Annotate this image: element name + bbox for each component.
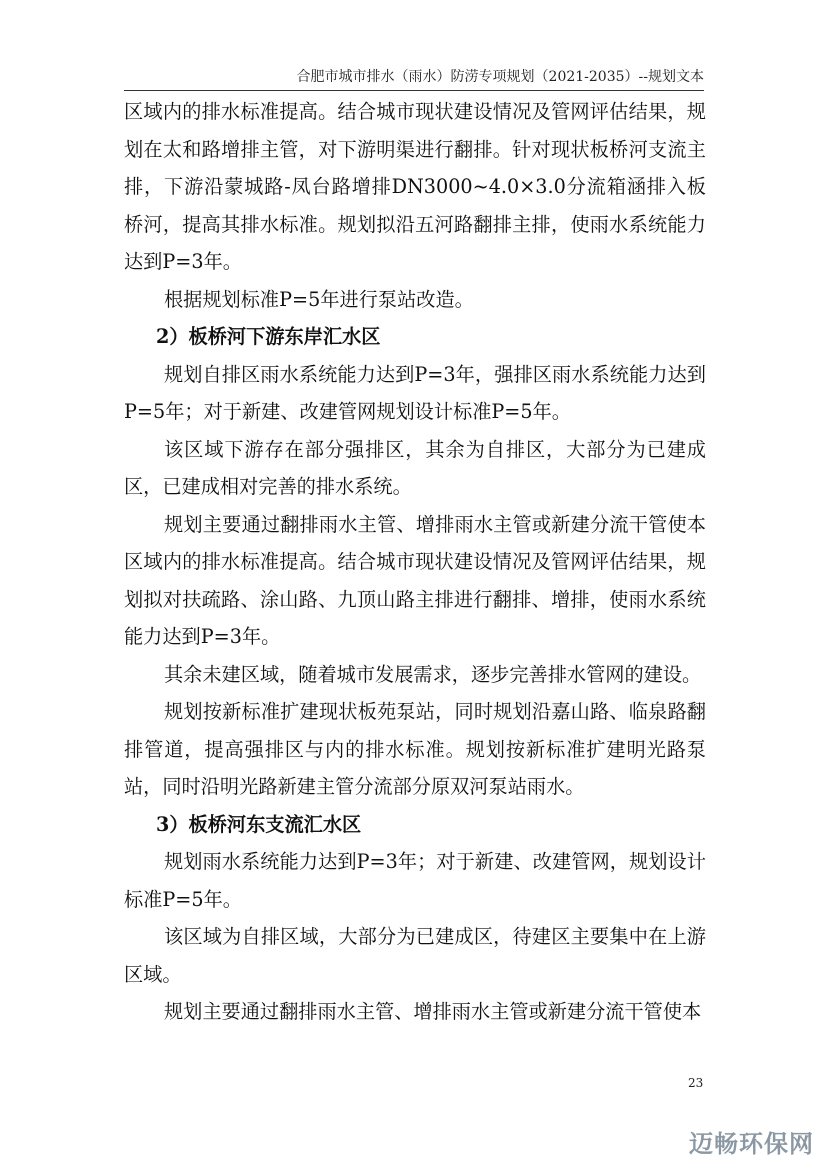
watermark-logo: 迈畅环保网 [689, 1130, 814, 1158]
paragraph: 其余未建区域，随着城市发展需求，逐步完善排水管网的建设。 [164, 662, 702, 686]
header-rule [124, 90, 704, 91]
paragraph: 规划雨水系统能力达到P=3年；对于新建、改建管网，规划设计标准P=5年。 [124, 850, 706, 911]
paragraph: 该区域下游存在部分强排区，其余为自排区，大部分为已建成区，已建成相对完善的排水系统。 [124, 437, 706, 498]
section-heading: 3）板桥河东支流汇水区 [156, 812, 362, 836]
page-number: 23 [688, 1076, 704, 1090]
paragraph: 该区域为自排区域，大部分为已建成区，待建区主要集中在上游区域。 [124, 925, 706, 986]
paragraph: 根据规划标准P=5年进行泵站改造。 [164, 287, 474, 311]
paragraph: 规划主要通过翻排雨水主管、增排雨水主管或新建分流干管使本 [164, 1000, 702, 1023]
running-header: 合肥市城市排水（雨水）防涝专项规划（2021-2035）--规划文本 [296, 69, 704, 85]
paragraph: 规划主要通过翻排雨水主管、增排雨水主管或新建分流干管使本区域内的排水标准提高。结合城市现状建设情况及管网评估结果，规划拟对扶疏路、涂山路、九顶山路主排进行翻排、增排，使雨水系统能力达到P=3年。 [124, 512, 706, 648]
paragraph-continued: 区域内的排水标准提高。结合城市现状建设情况及管网评估结果，规划在太和路增排主管，对下游明渠进行翻排。针对现状板桥河支流主排，下游沿蒙城路-凤台路增排DN3000~4.0×3.0分流箱涵排入板桥河，提高其排水标准。规划拟沿五河路翻排主排，使雨水系统能力达到P=3年。 [124, 100, 706, 273]
paragraph: 规划按新标准扩建现状板苑泵站，同时规划沿嘉山路、临泉路翻排管道，提高强排区与内的排水标准。规划按新标准扩建明光路泵站，同时沿明光路新建主管分流部分原双河泵站雨水。 [124, 700, 706, 798]
paragraph: 规划自排区雨水系统能力达到P=3年，强排区雨水系统能力达到P=5年；对于新建、改建管网规划设计标准P=5年。 [124, 362, 706, 423]
section-heading: 2）板桥河下游东岸汇水区 [156, 325, 381, 348]
document-body [124, 93, 706, 1031]
